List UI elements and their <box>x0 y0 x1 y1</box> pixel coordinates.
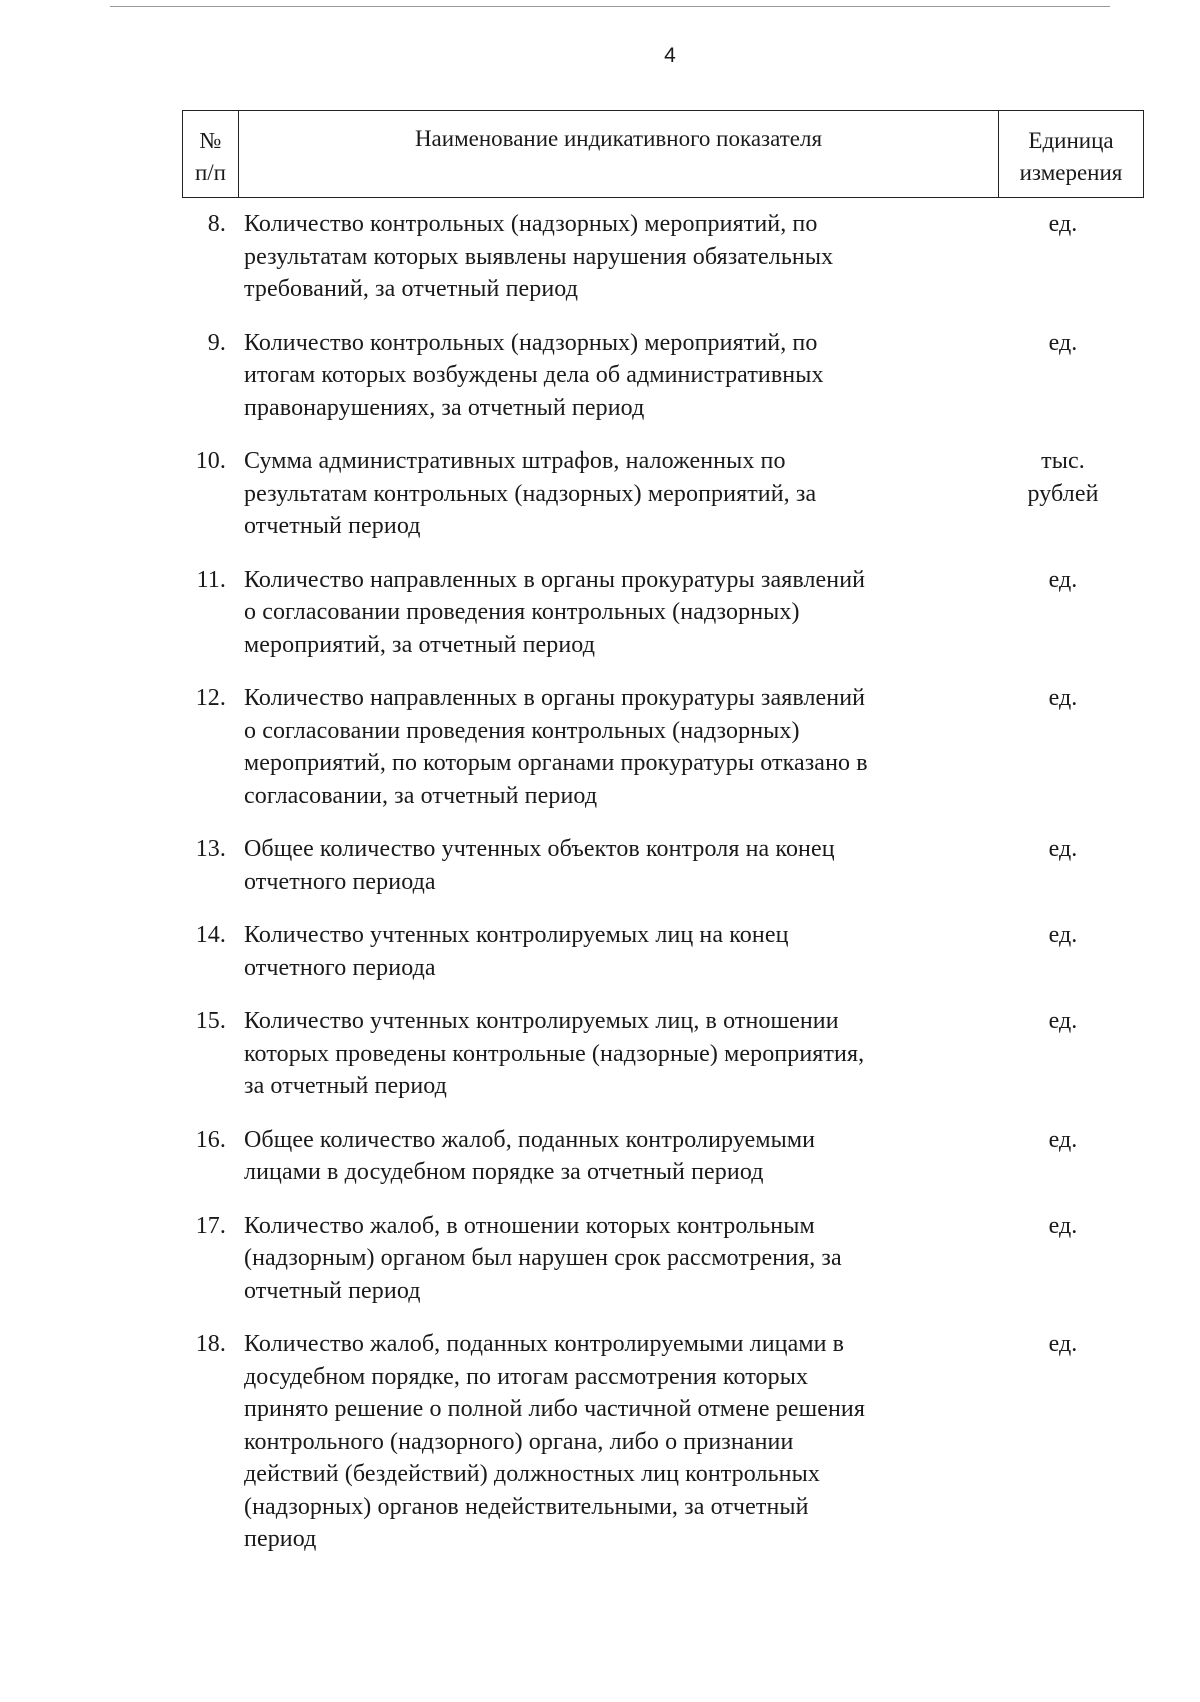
top-rule <box>110 6 1110 7</box>
row-indicator-name: Количество учтенных контролируемых лиц на конец отчетного периода <box>244 922 789 981</box>
table-row <box>182 445 1144 543</box>
header-name: Наименование индикативного показателя <box>414 126 823 151</box>
row-indicator-name: Количество контрольных (надзорных) мероприятий, по итогам которых возбуждены дела об административных правонарушениях, за отчетный период <box>244 329 824 421</box>
row-indicator-name: Количество направленных в органы прокуратуры заявлений о согласовании проведения контрольных (надзорных) мероприятий, за отчетный период <box>244 566 866 658</box>
row-indicator-name: Количество жалоб, в отношении которых контрольным (надзорным) органом был нарушен срок рассмотрения, за отчетный период <box>244 1212 842 1304</box>
table-row <box>182 1124 1144 1189</box>
row-indicator-name: Общее количество жалоб, поданных контролируемыми лицами в досудебном порядке за отчетный период <box>244 1126 816 1185</box>
row-number: 17. <box>195 1212 226 1239</box>
row-number: 9. <box>207 329 226 356</box>
row-indicator-name: Количество жалоб, поданных контролируемыми лицами в досудебном порядке, по итогам рассмотрения которых принято решение о полной либо частичной отмене решения контрольного (надзорного) органа, либо о признании действий (бездействий) должностных лиц контрольных (надзорных) органов недействительными, за отчетный период <box>244 1331 865 1552</box>
row-indicator-name: Количество контрольных (надзорных) мероприятий, по результатам которых выявлены нарушения обязательных требований, за отчетный период <box>244 211 834 302</box>
table-row <box>182 1210 1144 1308</box>
row-unit: ед. <box>1048 922 1078 948</box>
table-row <box>182 208 1144 306</box>
table-row <box>182 919 1144 984</box>
row-number: 8. <box>207 211 226 237</box>
row-unit: ед. <box>1048 329 1078 356</box>
table-row <box>182 1328 1144 1556</box>
row-unit: ед. <box>1048 1126 1078 1153</box>
row-unit: ед. <box>1048 685 1078 711</box>
header-unit-line1: Единица <box>1028 128 1114 153</box>
row-number: 12. <box>195 685 226 711</box>
header-unit-line2: измерения <box>1019 160 1123 185</box>
row-number: 15. <box>195 1008 226 1034</box>
page-number: 4 <box>664 44 676 67</box>
table-row <box>182 564 1144 662</box>
row-number: 13. <box>195 836 226 862</box>
table-header <box>182 110 1144 198</box>
header-number-line2: п/п <box>194 160 226 185</box>
row-unit: ед. <box>1048 211 1078 237</box>
row-number: 16. <box>195 1126 226 1153</box>
row-unit: ед. <box>1048 566 1078 593</box>
row-unit: ед. <box>1048 1212 1078 1239</box>
header-number-cell <box>183 111 239 197</box>
row-indicator-name: Количество учтенных контролируемых лиц, в отношении которых проведены контрольные (надзорные) мероприятия, за отчетный период <box>244 1008 865 1099</box>
header-unit-cell <box>999 111 1143 197</box>
indicator-list <box>182 208 1144 1577</box>
row-number: 11. <box>196 566 226 593</box>
row-unit: ед. <box>1048 1331 1078 1357</box>
row-number: 10. <box>195 448 226 474</box>
row-indicator-name: Сумма административных штрафов, наложенных по результатам контрольных (надзорных) мероприятий, за отчетный период <box>244 448 817 539</box>
row-indicator-name: Количество направленных в органы прокуратуры заявлений о согласовании проведения контрольных (надзорных) мероприятий, по которым органами прокуратуры отказано в согласовании, за отчетный период <box>244 685 868 809</box>
table-row <box>182 833 1144 898</box>
row-number: 18. <box>195 1331 226 1357</box>
table-row <box>182 1005 1144 1103</box>
header-number-line1: № <box>199 128 222 153</box>
row-indicator-name: Общее количество учтенных объектов контроля на конец отчетного периода <box>244 836 835 895</box>
table-row <box>182 327 1144 425</box>
row-unit: тыс. рублей <box>1027 448 1099 507</box>
row-number: 14. <box>195 922 226 948</box>
table-row <box>182 682 1144 812</box>
row-unit: ед. <box>1048 836 1078 862</box>
row-unit: ед. <box>1048 1008 1078 1034</box>
header-name-cell <box>239 111 999 197</box>
